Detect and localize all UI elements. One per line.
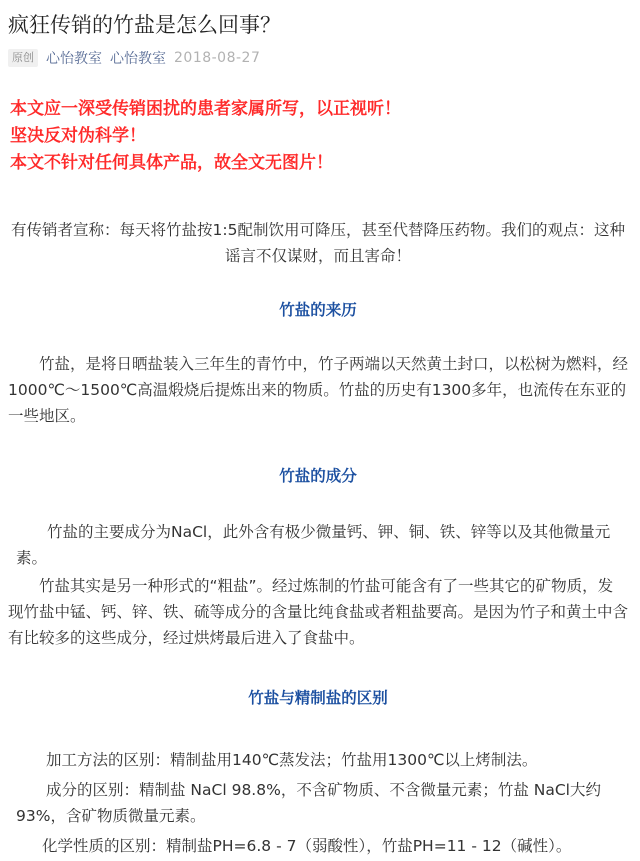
notice-block bbox=[8, 96, 628, 177]
composition-paragraph: 竹盐的主要成分为NaCl，此外含有极少微量钙、钾、铜、铁、锌等以及其他微量元素。 bbox=[16, 523, 611, 567]
difference-row-chemistry: 化学性质的区别：精制盐PH=6.8 - 7（弱酸性），竹盐PH=11 - 12（碱性）。 bbox=[42, 837, 572, 855]
section-heading-composition: 竹盐的成分 bbox=[279, 467, 357, 485]
difference-row-processing: 加工方法的区别：精制盐用140℃蒸发法；竹盐用1300℃以上烤制法。 bbox=[46, 751, 538, 769]
section-heading-origin: 竹盐的来历 bbox=[279, 301, 357, 319]
notice-line: 本文应一深受传销困扰的患者家属所写，以正视听！ bbox=[10, 99, 401, 119]
difference-row-composition: 成分的区别：精制盐 NaCl 98.8%，不含矿物质、不含微量元素；竹盐 NaCl大约93%，含矿物质微量元素。 bbox=[16, 781, 601, 825]
article-meta bbox=[8, 46, 628, 70]
author-name[interactable]: 心怡教室 bbox=[46, 51, 102, 67]
article-title: 疯狂传销的竹盐是怎么回事？ bbox=[8, 13, 281, 37]
section-heading-difference: 竹盐与精制盐的区别 bbox=[248, 689, 388, 707]
composition-paragraph: 竹盐其实是另一种形式的“粗盐”。经过炼制的竹盐可能含有了一些其它的矿物质，发现竹盐中锰、钙、锌、铁、硫等成分的含量比纯食盐或者粗盐要高。是因为竹子和黄土中含有比较多的这些成分，经过烘烤最后进入了食盐中。 bbox=[8, 577, 629, 647]
origin-paragraph: 竹盐，是将日晒盐装入三年生的青竹中，竹子两端以天然黄土封口，以松树为燃料，经1000℃～1500℃高温煅烧后提炼出来的物质。竹盐的历史有1300多年，也流传在东亚的一些地区。 bbox=[8, 355, 629, 425]
notice-line: 本文不针对任何具体产品，故全文无图片！ bbox=[10, 153, 333, 173]
intro-paragraph: 有传销者宣称：每天将竹盐按1:5配制饮用可降压，甚至代替降压药物。我们的观点：这种谣言不仅谋财，而且害命！ bbox=[11, 221, 625, 265]
publish-date: 2018-08-27 bbox=[174, 50, 261, 66]
account-name[interactable]: 心怡教室 bbox=[110, 51, 166, 67]
original-badge: 原创 bbox=[8, 49, 38, 67]
notice-line: 坚决反对伪科学！ bbox=[10, 126, 146, 146]
